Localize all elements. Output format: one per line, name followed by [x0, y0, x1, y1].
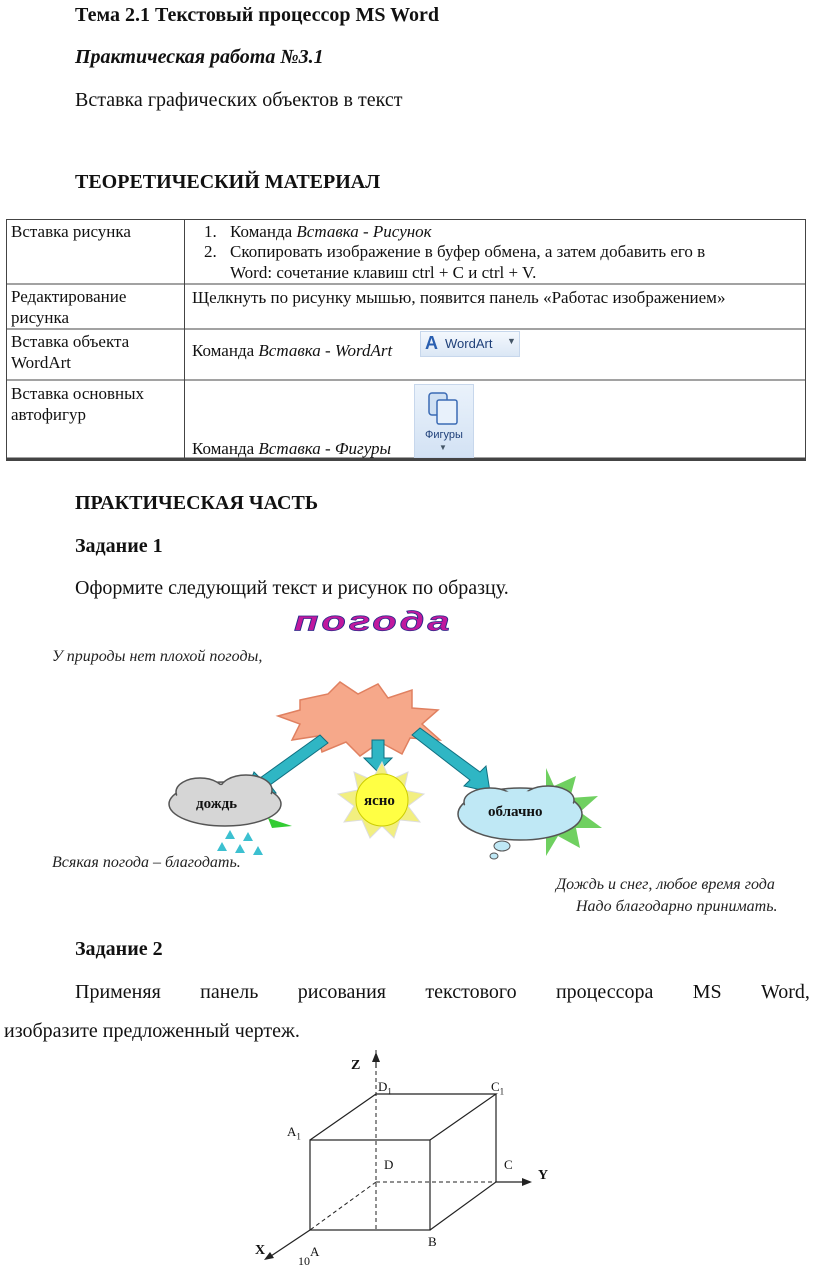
word: MS: [692, 981, 722, 1003]
quote-line-1: У природы нет плохой погоды,: [52, 648, 263, 665]
label-line: Вставка основных: [11, 384, 145, 403]
label-line: Редактирование: [11, 287, 127, 306]
word: Применяя: [75, 981, 161, 1003]
quote-line-3: Дождь и снег, любое время года: [556, 876, 775, 893]
chevron-down-icon: ▼: [439, 443, 447, 452]
step-1: [204, 221, 432, 242]
command-prefix: Команда: [192, 341, 259, 360]
axis-z-label: Z: [351, 1058, 361, 1073]
row-label-insert-picture: Вставка рисунка: [11, 222, 131, 241]
quote-line-2: Всякая погода – благодать.: [52, 854, 241, 871]
shapes-label: Фигуры: [425, 429, 463, 441]
topic-title: Тема 2.1 Текстовый процессор MS Word: [75, 4, 440, 26]
command-path: Вставка - Фигуры: [258, 439, 392, 458]
step-text: Команда: [230, 222, 297, 241]
vertex-letter: C: [491, 1079, 500, 1094]
shapes-ribbon-button: [414, 384, 474, 458]
task2-title: Задание 2: [75, 938, 163, 960]
vertex-subscript: 1: [499, 1086, 505, 1097]
row-label-edit-picture: [11, 286, 126, 328]
vertex-a1: [287, 1124, 301, 1142]
row-label-autoshapes: [11, 383, 144, 425]
task2-line-1: [75, 980, 810, 1004]
arrow-right: [412, 728, 490, 792]
step-number: 1.: [204, 222, 217, 241]
vertex-subscript: 1: [296, 1131, 301, 1142]
practice-heading: ПРАКТИЧЕСКАЯ ЧАСТЬ: [75, 492, 319, 514]
wordart-ribbon-button: [420, 331, 520, 357]
practical-work-title: Практическая работа №3.1: [75, 46, 324, 68]
label-line: WordArt: [11, 353, 72, 372]
wordart-pogoda: погода: [294, 606, 453, 637]
rain-label: дождь: [196, 796, 238, 812]
word: рисования: [297, 981, 387, 1003]
step-2: [204, 241, 705, 262]
word: текстового: [425, 981, 517, 1003]
subtitle: Вставка графических объектов в текст: [75, 89, 403, 111]
vertex-letter: A: [287, 1124, 297, 1139]
edit-picture-text: Щелкнуть по рисунку мышью, появится панель «Работас изображением»: [192, 288, 726, 307]
vertex-letter: D: [378, 1079, 388, 1094]
vertex-c: C: [504, 1157, 513, 1172]
command-path: Вставка - WordArt: [258, 341, 393, 360]
cube-drawing: [240, 1050, 570, 1280]
quote-line-4: Надо благодарно принимать.: [576, 898, 778, 915]
cloudy-label: облачно: [488, 804, 543, 820]
step-2-continued: Word: сочетание клавиш ctrl + C и ctrl + V.: [230, 263, 537, 282]
theory-table: [6, 219, 806, 461]
vertex-subscript: 1: [387, 1086, 392, 1097]
wordart-label: WordArt: [445, 336, 493, 351]
task1-title: Задание 1: [75, 535, 163, 557]
label-line: автофигур: [11, 405, 86, 424]
step-text: Скопировать изображение в буфер обмена, а затем добавить его в: [230, 242, 706, 261]
task1-text: Оформите следующий текст и рисунок по образцу.: [75, 577, 509, 599]
command-prefix: Команда: [192, 439, 259, 458]
step-command: Вставка - Рисунок: [296, 222, 432, 241]
axis-y-label: Y: [538, 1168, 549, 1183]
task2-line-2: изобразите предложенный чертеж.: [4, 1020, 300, 1042]
label-line: рисунка: [11, 308, 70, 327]
vertex-d: D: [384, 1157, 394, 1172]
vertex-a: A: [310, 1244, 320, 1259]
theory-heading: ТЕОРЕТИЧЕСКИЙ МАТЕРИАЛ: [75, 171, 381, 193]
word: панель: [200, 981, 259, 1003]
wordart-icon: A: [425, 333, 438, 353]
explosion-shape: [278, 682, 440, 756]
vertex-c1: [491, 1079, 504, 1097]
shapes-icon: [415, 385, 473, 429]
word: Word,: [760, 981, 810, 1003]
page-number: 10: [298, 1254, 310, 1268]
sun-label: ясно: [364, 793, 395, 809]
word: процессора: [555, 981, 654, 1003]
wordart-command: [192, 340, 392, 361]
chevron-down-icon: ▼: [507, 336, 516, 346]
shapes-command: [192, 438, 391, 459]
rain-cloud: [169, 775, 292, 855]
row-label-wordart: [11, 331, 129, 373]
label-line: Вставка объекта: [11, 332, 130, 351]
step-number: 2.: [204, 242, 217, 261]
weather-diagram: [150, 680, 620, 860]
vertex-b: B: [428, 1234, 437, 1249]
axis-x-label: X: [255, 1243, 266, 1258]
vertex-d1: [378, 1079, 392, 1097]
